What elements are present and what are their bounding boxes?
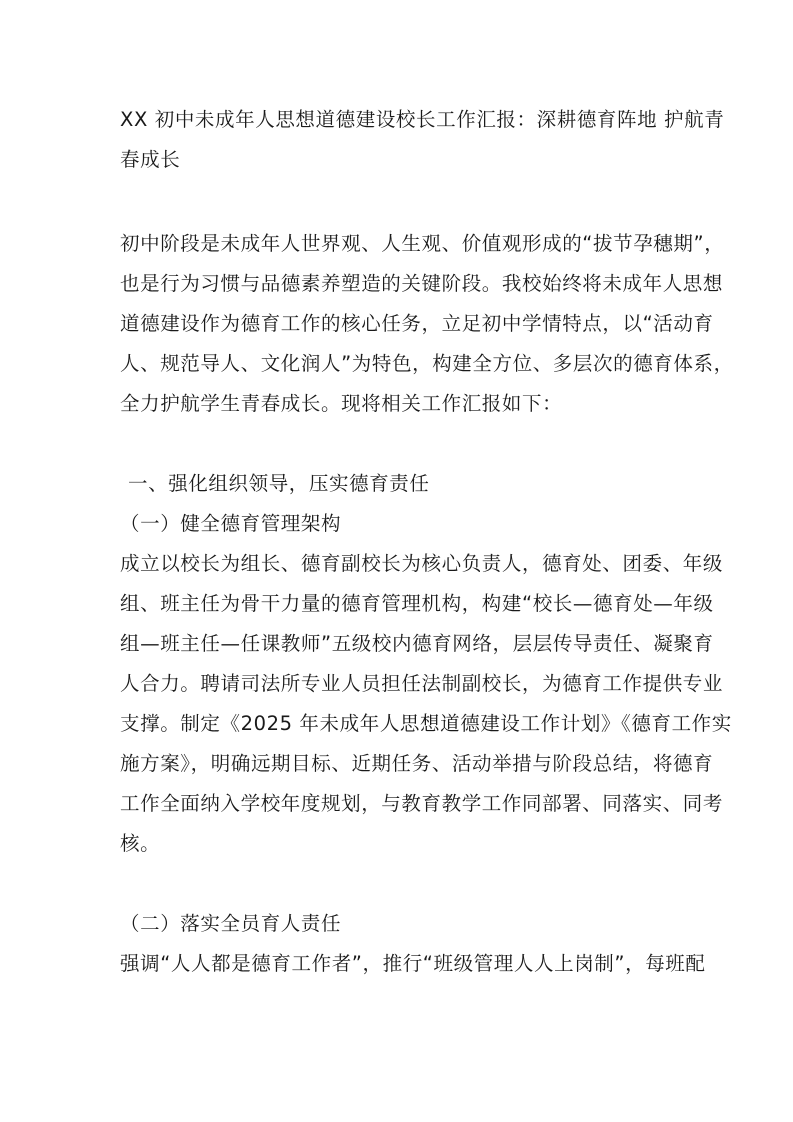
- paragraph-line: 人合力。聘请司法所专业人员担任法制副校长，为德育工作提供专业: [120, 672, 724, 695]
- section-1: [120, 464, 732, 984]
- document-page: [120, 100, 734, 984]
- subsection-heading: （二）落实全员育人责任: [120, 912, 342, 935]
- intro-paragraph: [120, 224, 734, 424]
- paragraph-line: 核。: [120, 832, 161, 855]
- paragraph-line: 强调“人人都是德育工作者”，推行“班级管理人人上岗制”，每班配: [120, 952, 706, 975]
- section-heading: 一、强化组织领导，压实德育责任: [128, 472, 430, 495]
- document-title: [120, 100, 725, 180]
- spacer: [120, 180, 676, 224]
- subsection-1-paragraph: [120, 544, 732, 864]
- title-line-1: XX 初中未成年人思想道德建设校长工作汇报：深耕德育阵地 护航青: [120, 108, 725, 131]
- paragraph-line: 成立以校长为组长、德育副校长为核心负责人，德育处、团委、年级: [120, 552, 724, 575]
- spacer: [120, 864, 676, 904]
- paragraph-line: 全力护航学生青春成长。现将相关工作汇报如下：: [120, 392, 563, 415]
- paragraph-line: 工作全面纳入学校年度规划，与教育教学工作同部署、同落实、同考: [120, 792, 724, 815]
- paragraph-line: 人、规范导人、文化润人”为特色，构建全方位、多层次的德育体系，: [120, 352, 734, 375]
- subsection-heading: （一）健全德育管理架构: [120, 512, 342, 535]
- paragraph-line: 道德建设作为德育工作的核心任务，立足初中学情特点，以“活动育: [120, 312, 714, 335]
- spacer: [120, 424, 676, 464]
- paragraph-line: 支撑。制定《2025 年未成年人思想道德建设工作计划》《德育工作实: [120, 712, 732, 735]
- title-line-2: 春成长: [120, 148, 181, 171]
- paragraph-line: 初中阶段是未成年人世界观、人生观、价值观形成的“拔节孕穗期”，: [120, 232, 725, 255]
- paragraph-line: 施方案》，明确远期目标、近期任务、活动举措与阶段总结，将德育: [120, 752, 714, 775]
- paragraph-line: 也是行为习惯与品德素养塑造的关键阶段。我校始终将未成年人思想: [120, 272, 724, 295]
- paragraph-line: 组—班主任—任课教师”五级校内德育网络，层层传导责任、凝聚育: [120, 632, 714, 655]
- subsection-2-paragraph: [120, 944, 706, 984]
- paragraph-line: 组、班主任为骨干力量的德育管理机构，构建“校长—德育处—年级: [120, 592, 714, 615]
